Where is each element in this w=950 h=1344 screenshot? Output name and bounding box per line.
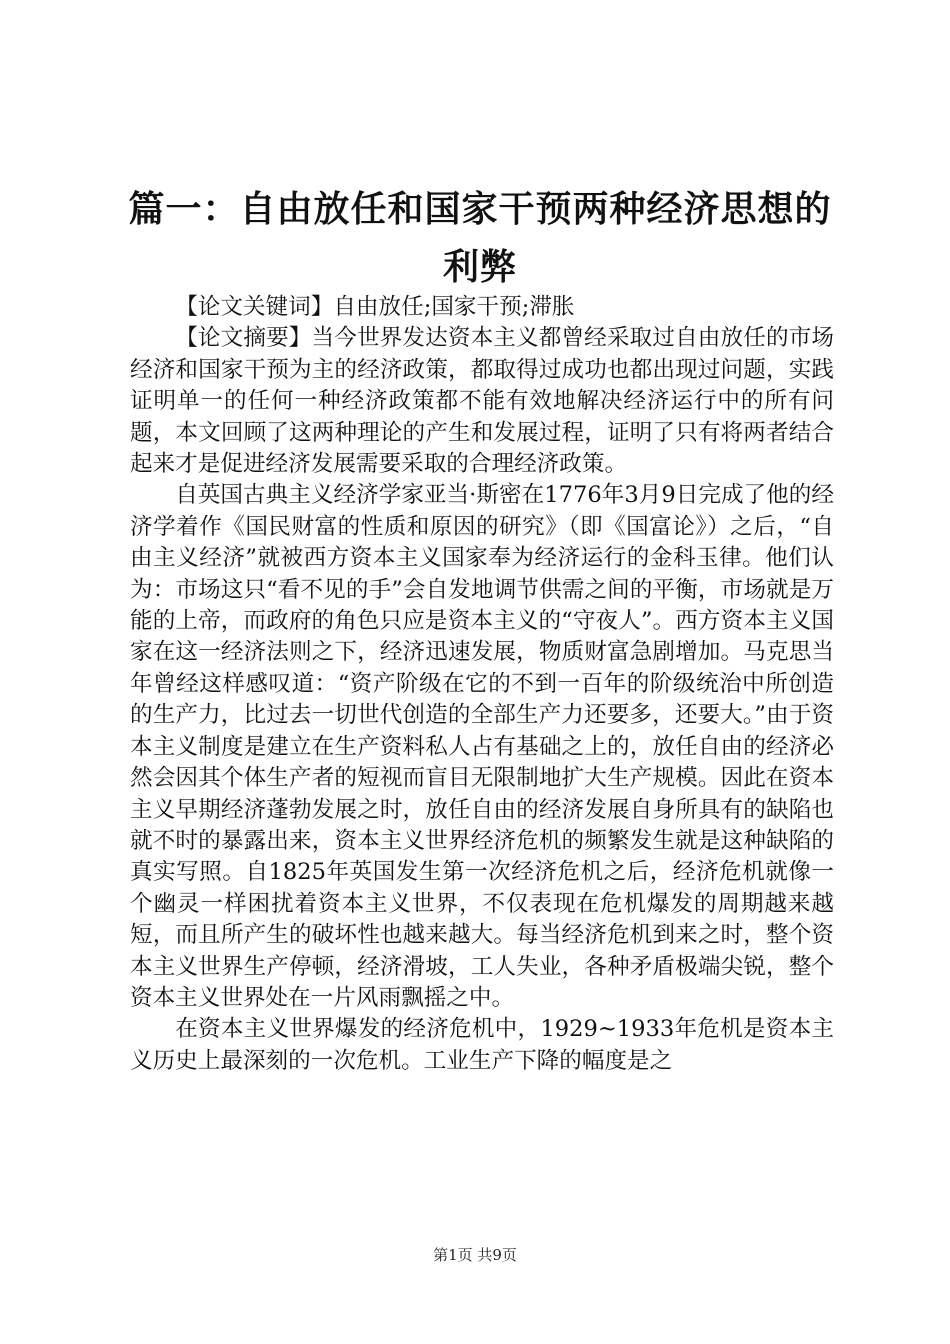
abstract-paragraph: 【论文摘要】当今世界发达资本主义都曾经采取过自由放任的市场经济和国家干预为主的经济政策，都取得过成功也都出现过问题，实践证明单一的任何一种经济政策都不能有效地解决经济运行中的所有问题，本文回顾了这两种理论的产生和发展过程，证明了只有将两者结合起来才是促进经济发展需要采取的合理经济政策。 [130,325,834,478]
page-footer: 第1页 共9页 [433,1246,517,1264]
keywords-paragraph: 【论文关键词】自由放任;国家干预;滞胀 [175,294,575,320]
body-paragraph-2: 在资本主义世界爆发的经济危机中，1929~1933年危机是资本主义历史上最深刻的一次危机。工业生产下降的幅度是之 [130,1016,834,1074]
body-paragraph-1: 自英国古典主义经济学家亚当·斯密在1776年3月9日完成了他的经济学着作《国民财富的性质和原因的研究》（即《国富论》）之后，“自由主义经济”就被西方资本主义国家奉为经济运行的金科玉律。他们认为：市场这只“看不见的手”会自发地调节供需之间的平衡，市场就是万能的上帝，而政府的角色只应是资本主义的“守夜人”。西方资本主义国家在这一经济法则之下，经济迅速发展，物质财富急剧增加。马克思当年曾经这样感叹道：“资产阶级在它的不到一百年的阶级统治中所创造的生产力，比过去一切世代创造的全部生产力还要多，还要大。”由于资本主义制度是建立在生产资料私人占有基础之上的，放任自由的经济必然会因其个体生产者的短视而盲目无限制地扩大生产规模。因此在资本主义早期经济蓬勃发展之时，放任自由的经济发展自身所具有的缺陷也就不时的暴露出来，资本主义世界经济危机的频繁发生就是这种缺陷的真实写照。自1825年英国发生第一次经济危机之后，经济危机就像一个幽灵一样困扰着资本主义世界，不仅表现在危机爆发的周期越来越短，而且所产生的破坏性也越来越大。每当经济危机到来之时，整个资本主义世界生产停顿，经济滑坡，工人失业，各种矛盾极端尖锐，整个资本主义世界处在一片风雨飘摇之中。 [130,482,834,1011]
document-body [130,292,834,1077]
document-title: 篇一：自由放任和国家干预两种经济思想的利弊 [128,188,832,288]
